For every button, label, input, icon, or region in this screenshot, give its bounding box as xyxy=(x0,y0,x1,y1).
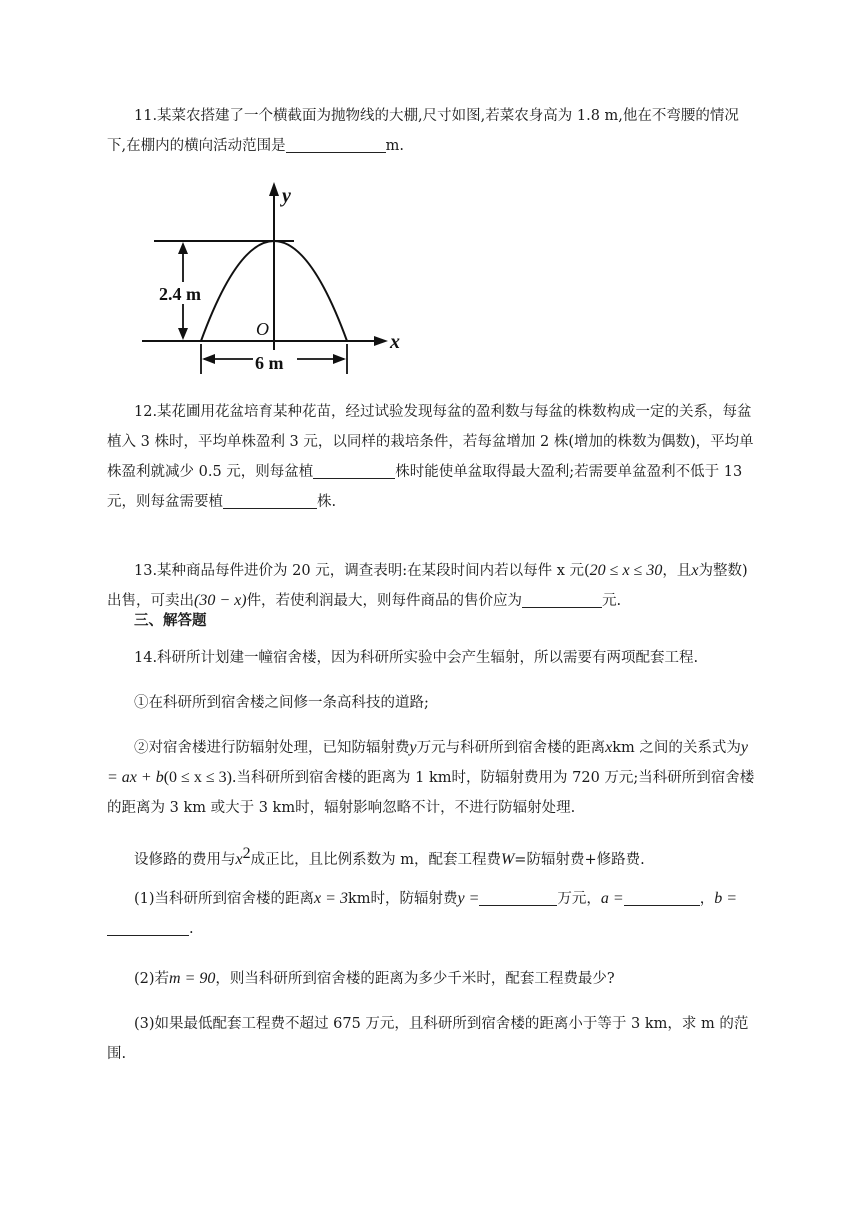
origin-label: O xyxy=(256,319,269,339)
x-axis-label: x xyxy=(390,331,400,353)
parabola-greenhouse-figure xyxy=(140,178,400,378)
question-14-part-1 xyxy=(107,884,757,944)
q12-text-b: 株时能使单盆取得最大盈利;若需要单盆盈利不低于 13 元，则每盆需要植 xyxy=(107,464,743,510)
question-14-item-2 xyxy=(107,733,757,823)
q12-text-a: 12.某花圃用花盆培育某种花苗，经过试验发现每盆的盈利数与每盆的株数构成一定的关系，每盆植入 3 株时，平均单株盈利 3 元，以同样的栽培条件，若每盆增加 2 株(增加的株数为偶数)，平均单株盈利就减少 0.5 元，则每盆植 xyxy=(107,404,754,480)
q14-cost-x: x xyxy=(235,850,243,868)
q13-text-e: 元. xyxy=(602,593,622,609)
q13-quantity: (30 − x) xyxy=(194,592,247,609)
y-axis-label: y xyxy=(282,185,291,207)
q14-p2-m: m = 90 xyxy=(169,970,216,987)
q14-p1-y: y = xyxy=(457,890,480,907)
q13-text-c: 为整数)出售，可卖出 xyxy=(107,563,748,609)
q14-item2-formula: y = ax + b xyxy=(107,739,748,786)
q14-p1-blank-a[interactable] xyxy=(624,889,700,906)
q13-answer-blank[interactable] xyxy=(522,591,602,608)
height-label: 2.4 m xyxy=(159,284,201,304)
q14-p1-text-c: 万元， xyxy=(557,891,601,907)
q14-p1-text-e: . xyxy=(189,921,194,937)
height-arrow-top xyxy=(178,242,188,254)
q14-p1-b: b = xyxy=(714,890,737,907)
q12-text-c: 株. xyxy=(317,494,337,510)
q11-answer-blank[interactable] xyxy=(286,136,386,153)
y-axis-arrow xyxy=(269,182,279,196)
q13-range: 20 ≤ x ≤ 30 xyxy=(589,562,663,579)
q12-answer-blank-2[interactable] xyxy=(223,492,317,509)
x-axis-arrow xyxy=(374,336,388,346)
q13-text-a: 13.某种商品每件进价为 20 元，调查表明:在某段时间内若以每件 x 元( xyxy=(134,563,590,579)
q14-cost-text-c: =防辐射费+修路费. xyxy=(514,851,645,868)
section-heading: 三、解答题 xyxy=(134,613,207,629)
question-13 xyxy=(107,556,757,616)
q14-p1-eq: x = 3 xyxy=(314,890,348,907)
q14-item2-text-b: 万元与科研所到宿舍楼的距离 xyxy=(416,740,606,756)
q14-p2-text-a: (2)若 xyxy=(134,971,170,987)
q14-item2-text-d: .当科研所到宿舍楼的距离为 1 km时，防辐射费用为 720 万元;当科研所到宿舍楼的距离为 3 km 或大于 3 km时，辐射影响忽略不计，不进行防辐射处理. xyxy=(107,770,755,816)
q14-cost-text-a: 设修路的费用与 xyxy=(134,851,236,868)
width-label: 6 m xyxy=(255,353,284,373)
q13-text-d: 件，若使利润最大，则每件商品的售价应为 xyxy=(246,593,523,609)
q11-unit: m. xyxy=(385,138,404,154)
q14-p1-a: a = xyxy=(600,890,624,907)
q14-item2-domain: (0 ≤ x ≤ 3) xyxy=(163,769,232,786)
width-arrow-left xyxy=(202,354,215,364)
question-14-part-2 xyxy=(107,964,757,994)
q12-answer-blank-1[interactable] xyxy=(313,462,395,479)
question-14-part-3: (3)如果最低配套工程费不超过 675 万元，且科研所到宿舍楼的距离小于等于 3 km，求 m 的范围. xyxy=(107,1016,749,1062)
question-14-cost-definition xyxy=(107,839,757,875)
q14-p1-text-b: km时，防辐射费 xyxy=(347,891,458,907)
q14-cost-exponent: 2 xyxy=(242,845,251,862)
q14-p1-blank-b[interactable] xyxy=(107,919,189,936)
q14-item2-text-a: ②对宿舍楼进行防辐射处理，已知防辐射费 xyxy=(134,740,410,756)
q14-p1-text-d: ， xyxy=(699,891,715,907)
q14-item2-y: y xyxy=(409,739,417,756)
question-12 xyxy=(107,397,757,517)
q14-cost-text-b: 成正比，且比例系数为 m，配套工程费 xyxy=(250,851,501,868)
q11-text: 11.某菜农搭建了一个横截面为抛物线的大棚,尺寸如图,若菜农身高为 1.8 m,他在不弯腰的情况下,在棚内的横向活动范围是 xyxy=(107,108,739,154)
q14-p2-text-b: ，则当科研所到宿舍楼的距离为多少千米时，配套工程费最少? xyxy=(215,971,615,987)
width-arrow-right xyxy=(333,354,346,364)
q14-p1-text-a: (1)当科研所到宿舍楼的距离 xyxy=(134,891,315,907)
question-11 xyxy=(107,101,757,161)
q14-item2-text-c: km 之间的关系式为 xyxy=(612,740,741,756)
q14-cost-W: W xyxy=(500,850,515,868)
question-14-item-1: ①在科研所到宿舍楼之间修一条高科技的道路; xyxy=(134,695,429,711)
q13-var-x: x xyxy=(691,562,699,579)
q14-p1-blank-y[interactable] xyxy=(479,889,557,906)
q13-text-b: ，且 xyxy=(662,563,692,579)
height-arrow-bottom xyxy=(178,328,188,340)
question-14-intro: 14.科研所计划建一幢宿舍楼，因为科研所实验中会产生辐射，所以需要有两项配套工程. xyxy=(134,650,699,666)
q14-item2-x: x xyxy=(605,739,613,756)
